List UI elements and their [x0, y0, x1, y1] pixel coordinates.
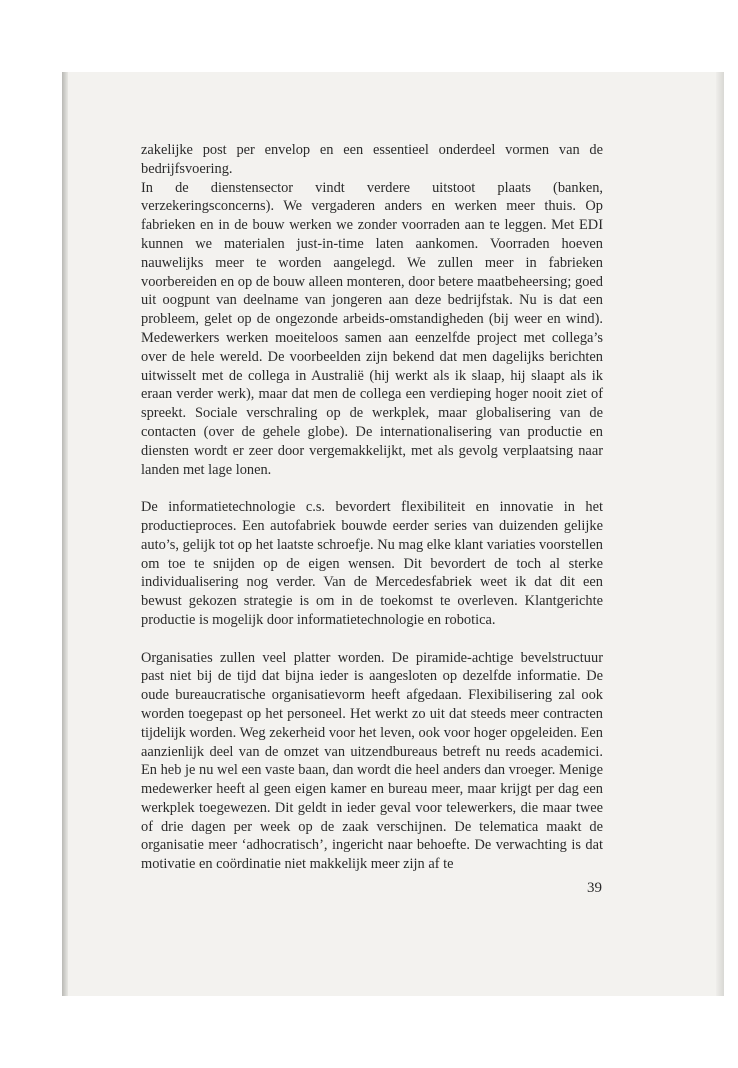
body-text: [141, 141, 603, 874]
page-outer-edge: [716, 72, 724, 996]
page-number: 39: [587, 880, 602, 896]
paragraph-flexibility-innovation: De informatietechnologie c.s. bevordert flexibiliteit en innovatie in het productieproces. Een autofabriek bouwde eerder series van duizenden gelijke auto’s, gelijk tot op het laatste schroefje. Nu mag elke klant variaties voorstellen om toe te snijden op de eigen wensen. Dit bevordert de toch al sterke individualisering nog verder. Van de Mercedesfabriek weet ik dat dit een bewust gekozen strategie is om in de toekomst te overleven. Klantgerichte productie is mogelijk door informatietechnologie en robotica.: [141, 499, 603, 628]
paragraph-flatter-organisations: Organisaties zullen veel platter worden. De piramide-achtige bevelstructuur past niet bij de tijd dat bijna ieder is aangesloten op dezelfde informatie. De oude bureaucratische organisatievorm heeft afgedaan. Flexibilisering zal ook worden toegepast op het personeel. Het werkt zo uit dat steeds meer contracten tijdelijk worden. Weg zekerheid voor het leven, ook voor hoger opgeleiden. Een aanzienlijk deel van de omzet van uitzendbureaus betreft nu reeds academici. En heb je nu wel een vaste baan, dan wordt die heel anders dan vroeger. Menige medewerker heeft al geen eigen kamer en bureau meer, maar krijgt per dag een werkplek toegewezen. Dit geldt in ieder geval voor telewerkers, die maar twee of drie dagen per week op de zaak verschijnen. De telematica maakt de organisatie meer ‘adhocratisch’, ingericht naar behoefte. De verwachting is dat motivatie en coördinatie niet makkelijk meer zijn af te: [141, 649, 603, 873]
paragraph-services-sector: In de dienstensector vindt verdere uitstoot plaats (banken, verzekeringsconcerns). We vergaderen anders en werken meer thuis. Op fabrieken en in de bouw werken we zonder voorraden aan te leggen. Met EDI kunnen we materialen just-in-time laten aankomen. Voorraden hoeven nauwelijks meer te worden aangelegd. We zullen meer in fabrieken voorbereiden en op de bouw alleen monteren, door betere maatbeheersing; goed uit oogpunt van deelname van jongeren aan deze bedrijfstak. Nu is dat een probleem, gelet op de ongezonde arbeids-omstandigheden (bij weer en wind). Medewerkers werken moeiteloos samen aan eenzelfde project met collega’s over de hele wereld. De voorbeelden zijn bekend dat men dagelijks berichten uitwisselt met de collega in Australië (hij werkt als ik slaap, hij slaapt als ik eraan verder werk), maar dat men de collega een verdieping hoger nooit ziet of spreekt. Sociale verschraling op de werkplek, maar globalisering van de contacten (over de gehele globe). De internationalisering van productie en diensten wordt er zeer door vergemakkelijkt, met als gevolg verplaatsing naar landen met lage lonen.: [141, 179, 603, 478]
paragraph-continuation: zakelijke post per envelop en een essentieel onderdeel vormen van de bedrijfsvoering.: [141, 142, 603, 177]
page-binding-edge: [62, 72, 68, 996]
